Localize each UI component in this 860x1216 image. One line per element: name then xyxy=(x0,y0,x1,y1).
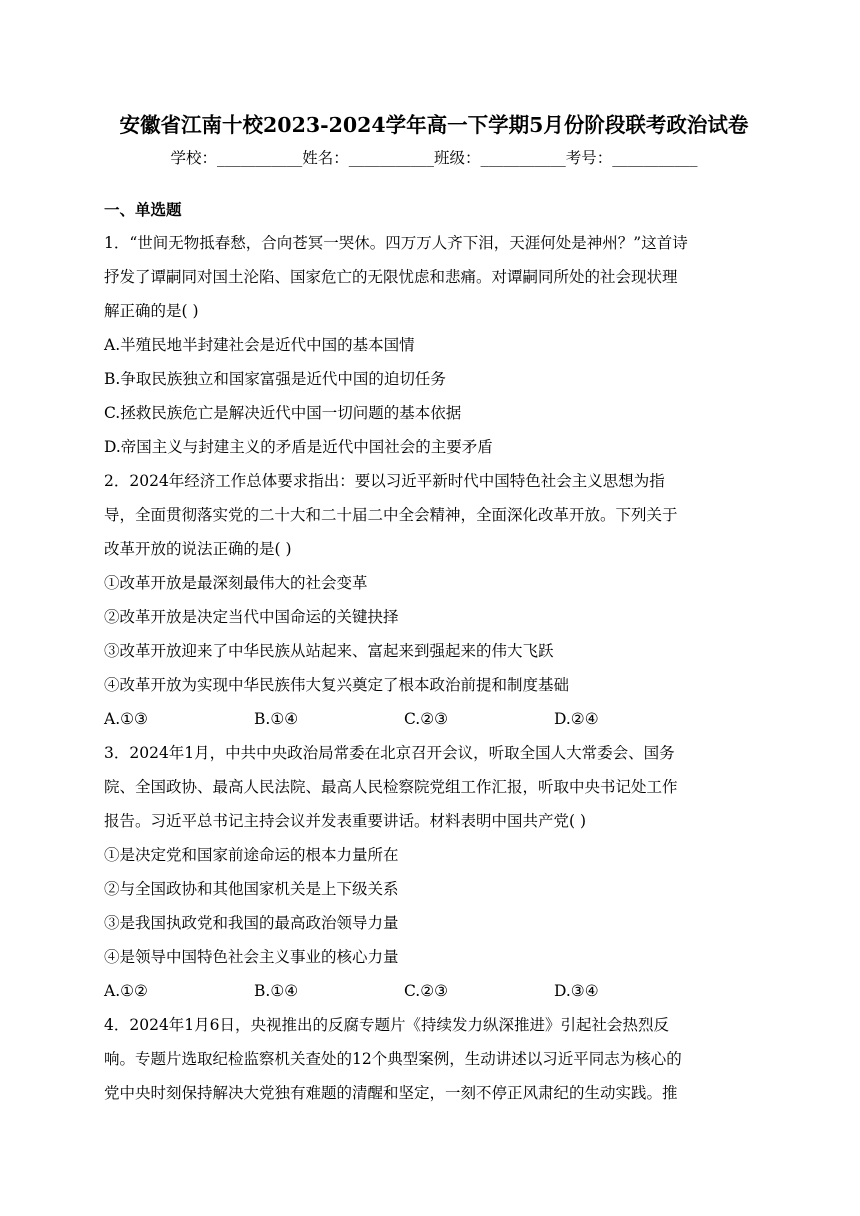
statement-2: ②改革开放是决定当代中国命运的关键抉择 xyxy=(104,608,399,626)
class-field: 班级：___________ xyxy=(434,149,566,167)
choice-a: A.①③ xyxy=(104,710,148,728)
section-heading: 一、单选题 xyxy=(104,201,182,219)
statement-4: ④是领导中国特色社会主义事业的核心力量 xyxy=(104,948,399,966)
choice-b: B.①④ xyxy=(254,710,299,728)
statement-2: ②与全国政协和其他国家机关是上下级关系 xyxy=(104,880,399,898)
question-stem-line: 响。专题片选取纪检监察机关查处的12个典型案例，生动讲述以习近平同志为核心的 xyxy=(104,1050,682,1068)
question-stem-line: 1．“世间无物抵春愁，合向苍冥一哭休。四万万人齐下泪，天涯何处是神州？”这首诗 xyxy=(104,234,688,252)
question-stem-line: 院、全国政协、最高人民法院、最高人民检察院党组工作汇报，听取中央书记处工作 xyxy=(104,778,678,796)
student-info-line xyxy=(104,142,764,174)
choices-row xyxy=(104,974,764,1008)
choice-b: B.①④ xyxy=(254,982,299,1000)
school-field: 学校：___________ xyxy=(170,149,303,167)
question-stem-line: 3．2024年1月，中共中央政治局常委在北京召开会议，听取全国人大常委会、国务 xyxy=(104,744,675,762)
statement-1: ①改革开放是最深刻最伟大的社会变革 xyxy=(104,574,368,592)
choice-a: A.①② xyxy=(104,982,148,1000)
question-stem-line: 4．2024年1月6日，央视推出的反腐专题片《持续发力纵深推进》引起社会热烈反 xyxy=(104,1016,670,1034)
name-field: 姓名：___________ xyxy=(302,149,434,167)
question-stem-line: 解正确的是( ) xyxy=(104,302,199,320)
statement-3: ③改革开放迎来了中华民族从站起来、富起来到强起来的伟大飞跃 xyxy=(104,642,554,660)
number-field: 考号：___________ xyxy=(565,149,698,167)
choice-c: C.②③ xyxy=(404,982,449,1000)
question-stem-line: 党中央时刻保持解决大党独有难题的清醒和坚定，一刻不停正风肃纪的生动实践。推 xyxy=(104,1084,678,1102)
option-a: A.半殖民地半封建社会是近代中国的基本国情 xyxy=(104,336,415,354)
question-stem-line: 报告。习近平总书记主持会议并发表重要讲话。材料表明中国共产党( ) xyxy=(104,812,587,830)
question-1 xyxy=(104,226,764,464)
question-stem-line: 改革开放的说法正确的是( ) xyxy=(104,540,292,558)
choice-c: C.②③ xyxy=(404,710,449,728)
question-stem-line: 抒发了谭嗣同对国土沦陷、国家危亡的无限忧虑和悲痛。对谭嗣同所处的社会现状理 xyxy=(104,268,678,286)
option-c: C.拯救民族危亡是解决近代中国一切问题的基本依据 xyxy=(104,404,462,422)
document-title: 安徽省江南十校2023-2024学年高一下学期5月份阶段联考政治试卷 xyxy=(119,113,749,137)
statement-4: ④改革开放为实现中华民族伟大复兴奠定了根本政治前提和制度基础 xyxy=(104,676,570,694)
choice-d: D.③④ xyxy=(554,982,599,1000)
question-2 xyxy=(104,464,764,736)
option-b: B.争取民族独立和国家富强是近代中国的迫切任务 xyxy=(104,370,446,388)
question-stem-line: 导，全面贯彻落实党的二十大和二十届二中全会精神，全面深化改革开放。下列关于 xyxy=(104,506,678,524)
statement-3: ③是我国执政党和我国的最高政治领导力量 xyxy=(104,914,399,932)
choices-row xyxy=(104,702,764,736)
question-4 xyxy=(104,1008,764,1110)
choice-d: D.②④ xyxy=(554,710,599,728)
question-3 xyxy=(104,736,764,1008)
option-d: D.帝国主义与封建主义的矛盾是近代中国社会的主要矛盾 xyxy=(104,438,493,456)
question-stem-line: 2．2024年经济工作总体要求指出：要以习近平新时代中国特色社会主义思想为指 xyxy=(104,472,665,490)
statement-1: ①是决定党和国家前途命运的根本力量所在 xyxy=(104,846,399,864)
